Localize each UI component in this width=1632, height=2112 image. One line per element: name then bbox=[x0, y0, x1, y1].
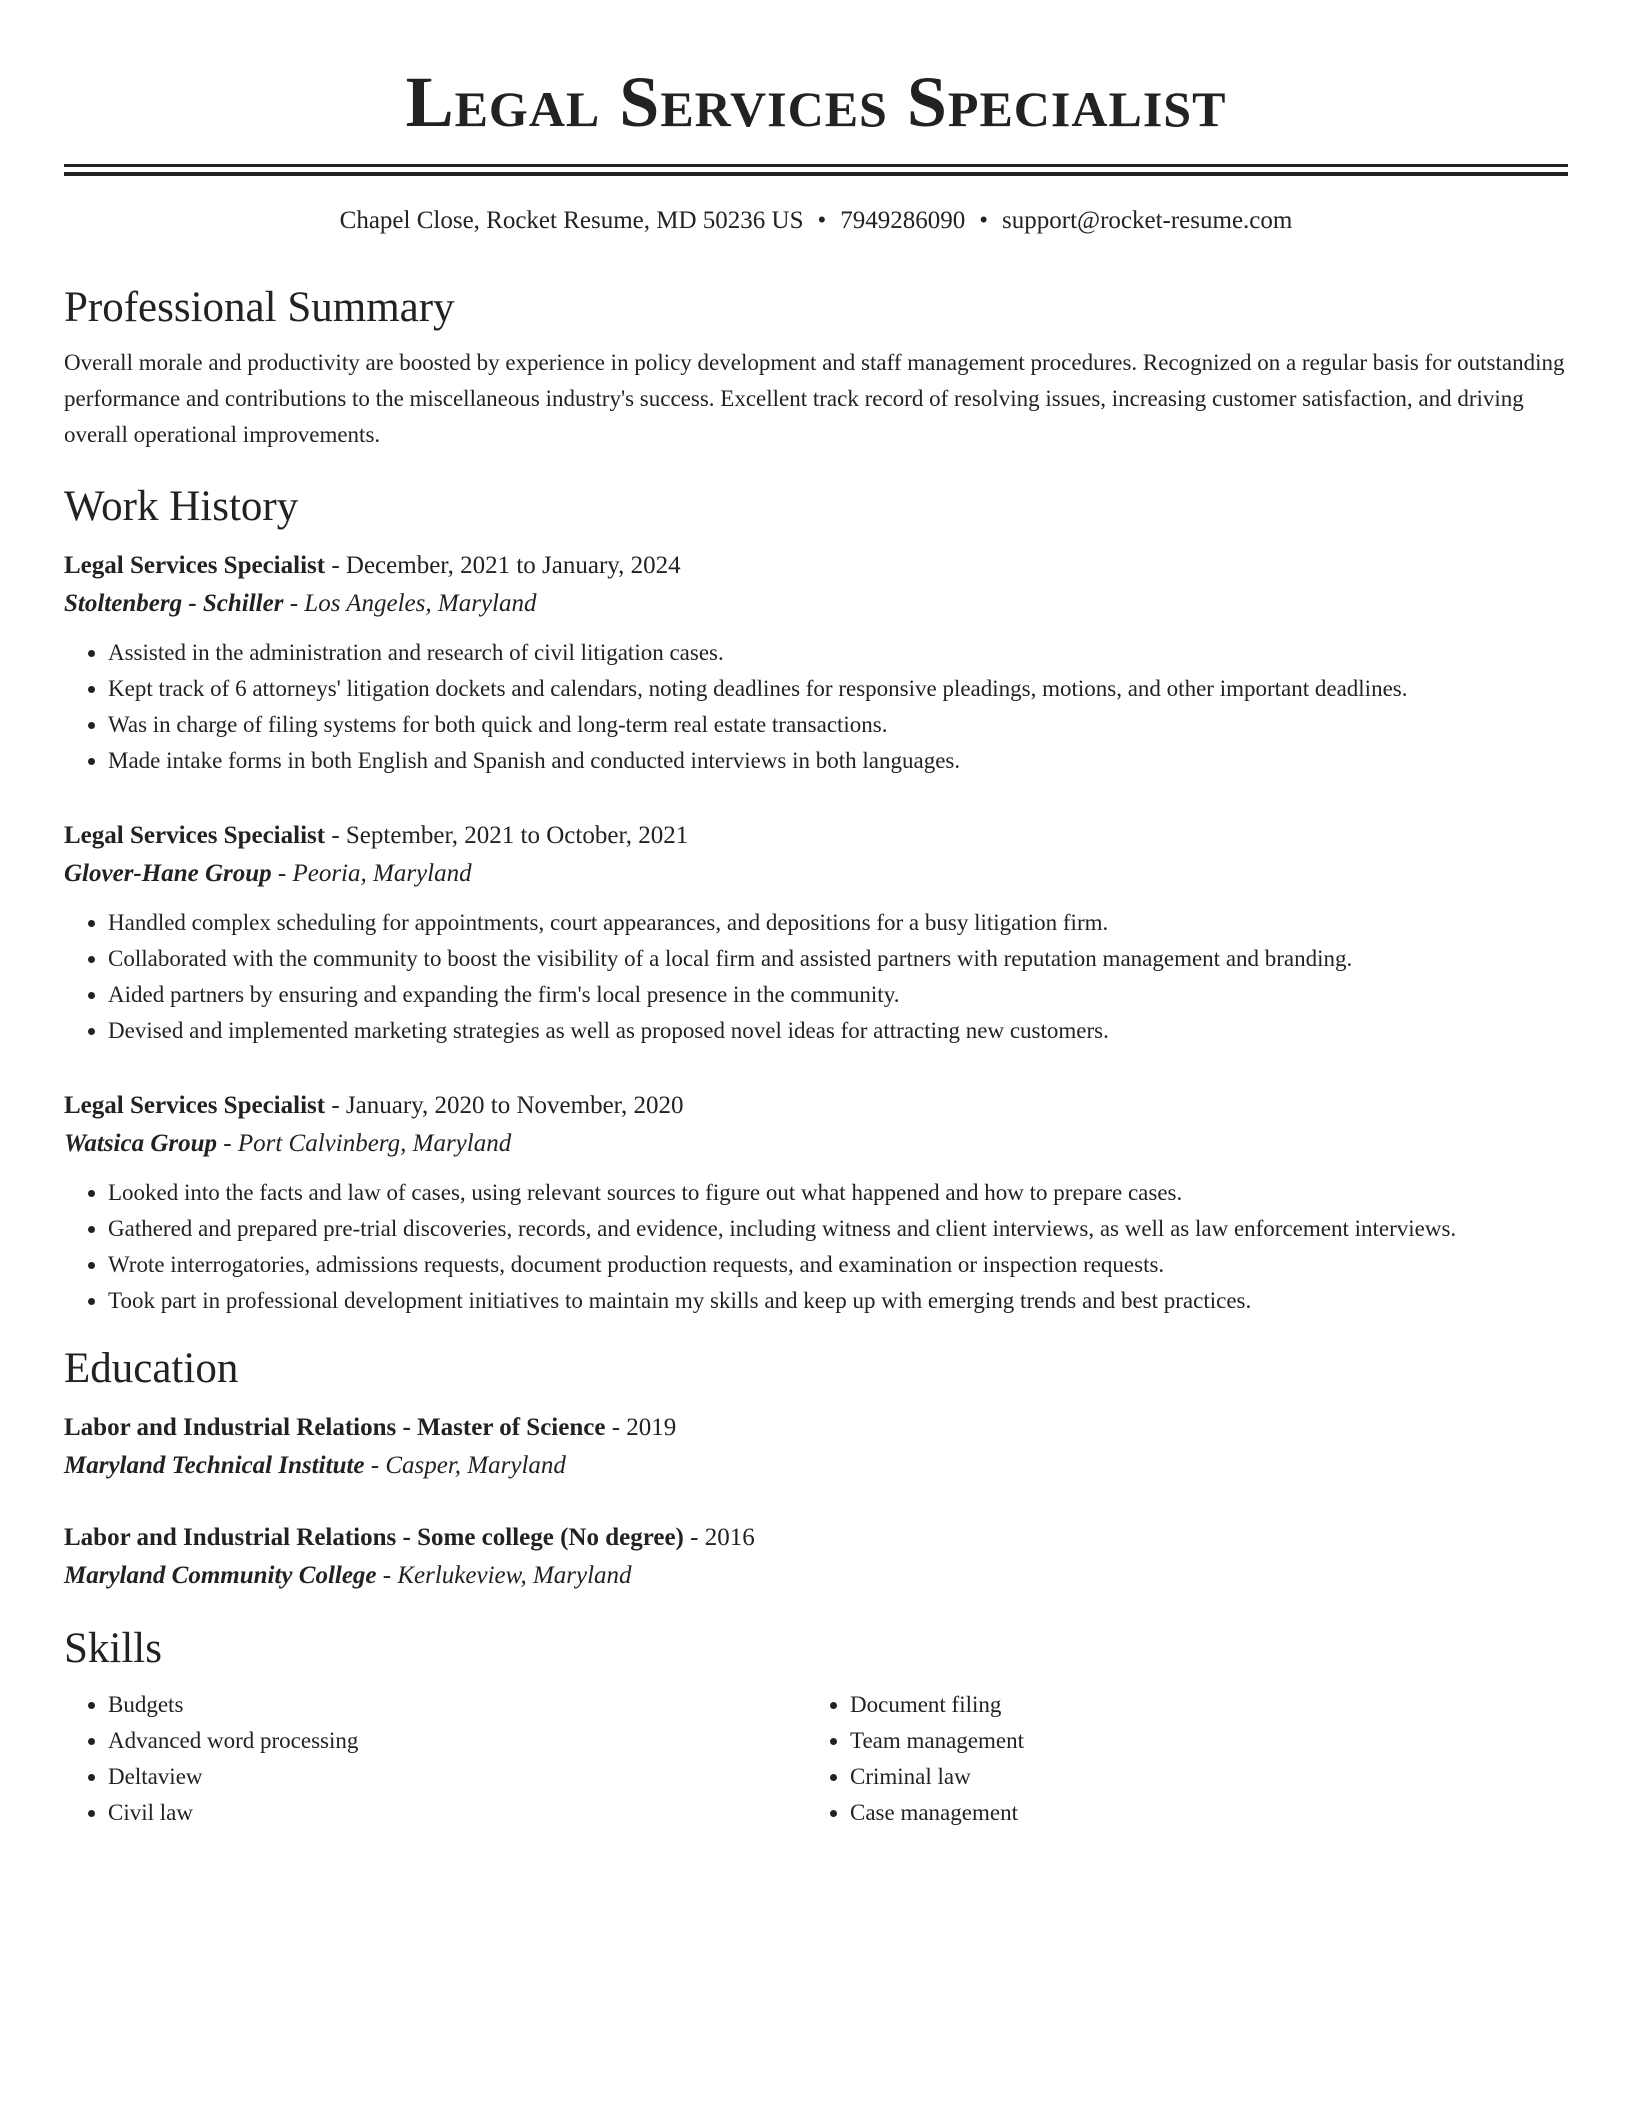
job-bullet: • Made intake forms in both English and Spanish and conducted interviews in both languages. bbox=[108, 743, 1568, 779]
education-degree-line bbox=[64, 1519, 1568, 1557]
education-school: Maryland Technical Institute bbox=[64, 1452, 365, 1479]
job-company: Watsica Group bbox=[64, 1130, 218, 1157]
job-title-line bbox=[64, 1087, 1568, 1125]
skills-column-right bbox=[806, 1687, 1548, 1831]
job-dates: - January, 2020 to November, 2020 bbox=[325, 1092, 684, 1119]
skills-heading: Skills bbox=[64, 1625, 162, 1672]
skills-column-left bbox=[64, 1687, 806, 1831]
education-school-line bbox=[64, 1447, 1568, 1485]
job-location: - Los Angeles, Maryland bbox=[283, 590, 537, 617]
job-bullet: • Was in charge of filing systems for both quick and long-term real estate transactions. bbox=[108, 707, 1568, 743]
contact-line bbox=[64, 204, 1568, 238]
job-location: - Port Calvinberg, Maryland bbox=[217, 1130, 512, 1157]
education-section bbox=[64, 1343, 1568, 1595]
skill-item: • Advanced word processing bbox=[108, 1723, 806, 1759]
skill-item: • Deltaview bbox=[108, 1759, 806, 1795]
contact-separator: • bbox=[817, 207, 827, 234]
skill-item: • Team management bbox=[850, 1723, 1548, 1759]
job-company-line bbox=[64, 1125, 1568, 1163]
job-bullet: • Took part in professional development initiatives to maintain my skills and keep up with emerging trends and best practices. bbox=[108, 1283, 1568, 1319]
contact-email: support@rocket-resume.com bbox=[1002, 207, 1293, 234]
job-entry bbox=[64, 547, 1568, 779]
skill-item: • Budgets bbox=[108, 1687, 806, 1723]
job-bullet: • Devised and implemented marketing strategies as well as proposed novel ideas for attracting new customers. bbox=[108, 1013, 1568, 1049]
job-dates: - December, 2021 to January, 2024 bbox=[325, 552, 681, 579]
education-year: - 2016 bbox=[683, 1524, 755, 1551]
education-heading: Education bbox=[64, 1345, 239, 1392]
job-bullet: • Collaborated with the community to boost the visibility of a local firm and assisted partners with reputation management and branding. bbox=[108, 941, 1568, 977]
education-location: - Kerlukeview, Maryland bbox=[376, 1562, 632, 1589]
summary-section bbox=[64, 282, 1568, 453]
job-company: Glover-Hane Group bbox=[64, 860, 272, 887]
job-bullet: • Handled complex scheduling for appointments, court appearances, and depositions for a busy litigation firm. bbox=[108, 905, 1568, 941]
skills-grid bbox=[64, 1687, 1568, 1831]
job-company-line bbox=[64, 585, 1568, 623]
job-title-line bbox=[64, 817, 1568, 855]
job-role: Legal Services Specialist bbox=[64, 822, 326, 849]
job-role: Legal Services Specialist bbox=[64, 552, 326, 579]
skill-item: • Criminal law bbox=[850, 1759, 1548, 1795]
education-entry bbox=[64, 1519, 1568, 1595]
contact-phone: 7949286090 bbox=[840, 207, 966, 234]
education-year: - 2019 bbox=[605, 1414, 677, 1441]
job-bullet: • Assisted in the administration and research of civil litigation cases. bbox=[108, 635, 1568, 671]
skill-item: • Case management bbox=[850, 1795, 1548, 1831]
job-company-line bbox=[64, 855, 1568, 893]
job-dates: - September, 2021 to October, 2021 bbox=[325, 822, 689, 849]
job-title-line bbox=[64, 547, 1568, 585]
job-entry bbox=[64, 817, 1568, 1049]
job-bullet: • Aided partners by ensuring and expanding the firm's local presence in the community. bbox=[108, 977, 1568, 1013]
education-degree: Labor and Industrial Relations - Some college (No degree) bbox=[64, 1524, 684, 1551]
contact-separator: • bbox=[979, 207, 989, 234]
skill-item: • Document filing bbox=[850, 1687, 1548, 1723]
job-bullet: • Kept track of 6 attorneys' litigation dockets and calendars, noting deadlines for responsive pleadings, motions, and other important deadlines. bbox=[108, 671, 1568, 707]
job-bullet-list bbox=[64, 635, 1568, 779]
contact-address: Chapel Close, Rocket Resume, MD 50236 US bbox=[339, 207, 804, 234]
job-bullet: • Gathered and prepared pre-trial discoveries, records, and evidence, including witness and client interviews, as well as law enforcement interviews. bbox=[108, 1211, 1568, 1247]
job-company: Stoltenberg - Schiller bbox=[64, 590, 284, 617]
header-double-rule bbox=[64, 164, 1568, 176]
education-entry bbox=[64, 1409, 1568, 1485]
education-location: - Casper, Maryland bbox=[364, 1452, 566, 1479]
education-school: Maryland Community College bbox=[64, 1562, 377, 1589]
job-bullet-list bbox=[64, 905, 1568, 1049]
job-bullet: • Wrote interrogatories, admissions requests, document production requests, and examination or inspection requests. bbox=[108, 1247, 1568, 1283]
summary-text: Overall morale and productivity are boosted by experience in policy development and staff management procedures. Recognized on a regular basis for outstanding performance and contributions to the miscellaneous industry's success. Excellent track record of resolving issues, increasing customer satisfaction, and driving overall operational improvements. bbox=[64, 350, 1565, 447]
job-bullet: • Looked into the facts and law of cases, using relevant sources to figure out what happened and how to prepare cases. bbox=[108, 1175, 1568, 1211]
work-history-section bbox=[64, 481, 1568, 1319]
skill-item: • Civil law bbox=[108, 1795, 806, 1831]
job-role: Legal Services Specialist bbox=[64, 1092, 326, 1119]
resume-name: Legal Services Specialist bbox=[405, 62, 1227, 142]
education-degree: Labor and Industrial Relations - Master of Science bbox=[64, 1414, 606, 1441]
job-bullet-list bbox=[64, 1175, 1568, 1319]
job-entry bbox=[64, 1087, 1568, 1319]
skills-section bbox=[64, 1623, 1568, 1831]
job-location: - Peoria, Maryland bbox=[271, 860, 472, 887]
education-degree-line bbox=[64, 1409, 1568, 1447]
summary-heading: Professional Summary bbox=[64, 284, 455, 331]
work-history-heading: Work History bbox=[64, 483, 299, 530]
education-school-line bbox=[64, 1557, 1568, 1595]
